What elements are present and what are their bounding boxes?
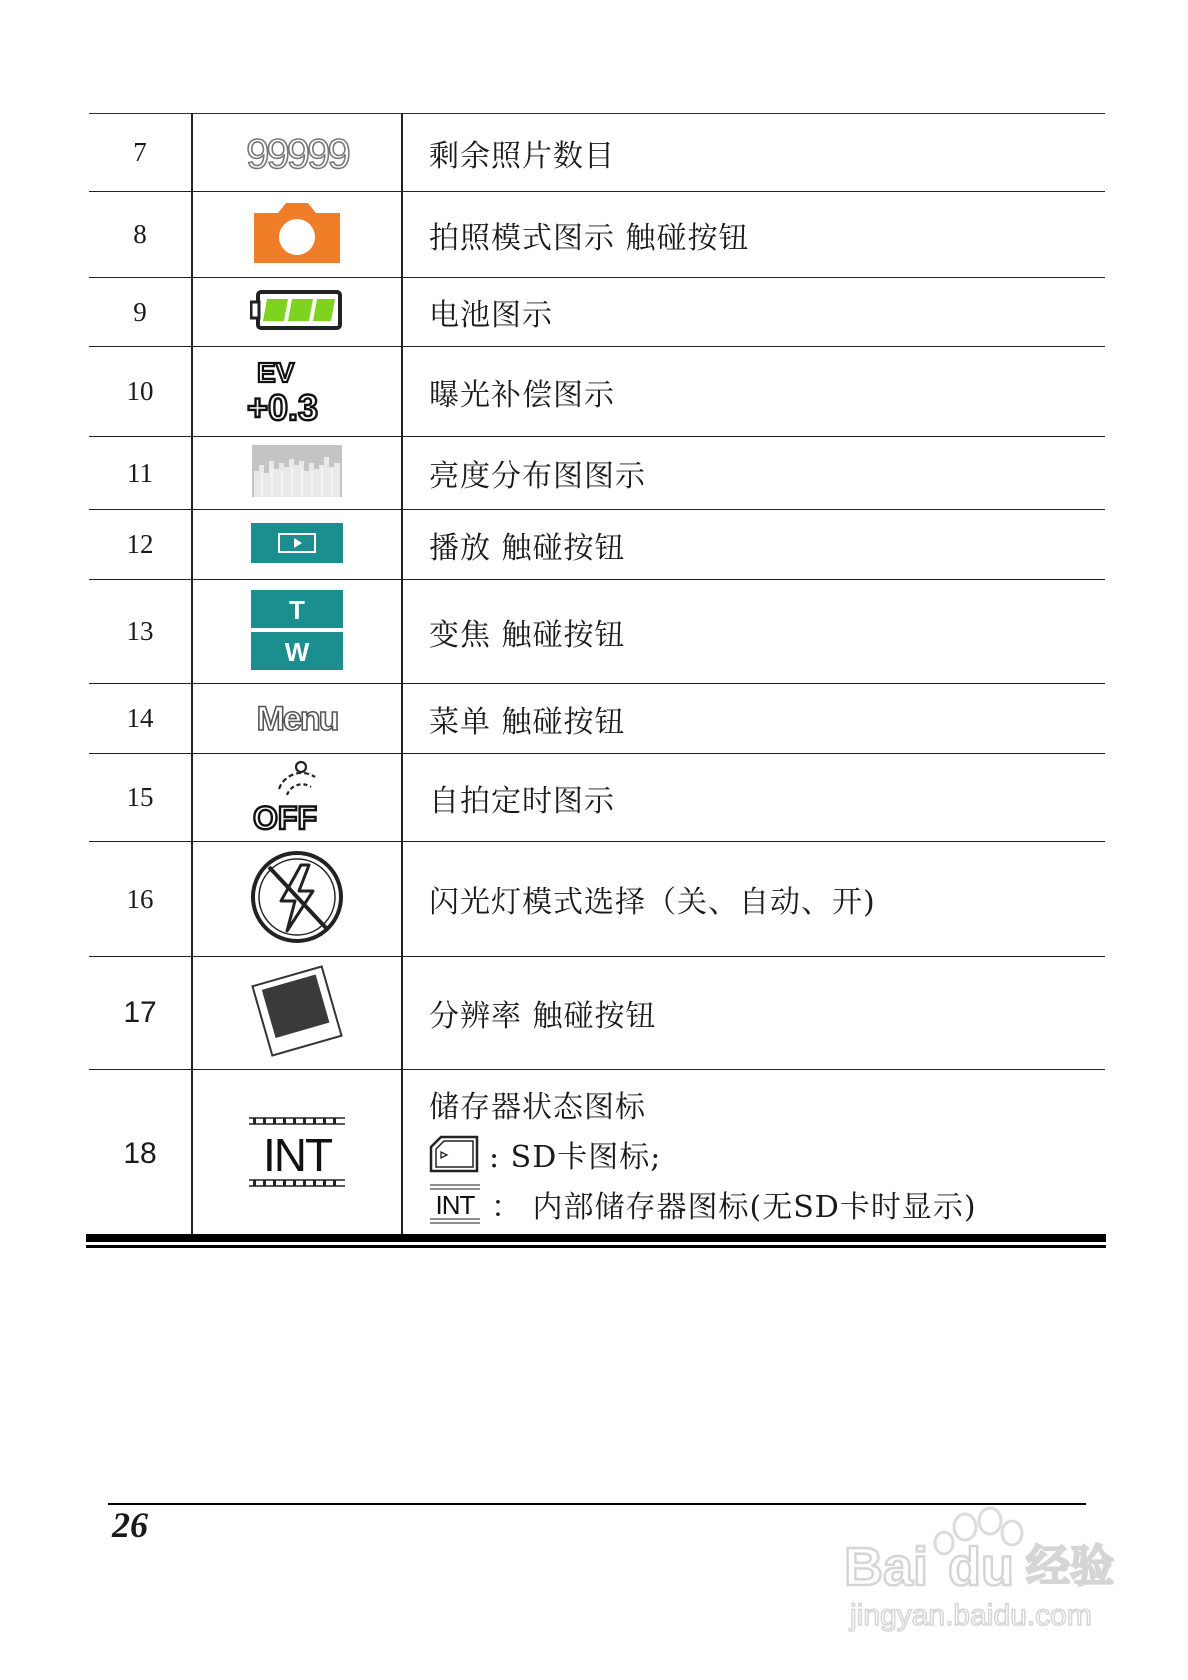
row-number: 12 <box>89 510 192 580</box>
battery-icon <box>250 289 344 331</box>
sd-card-icon <box>429 1135 479 1173</box>
playback-icon[interactable] <box>249 521 345 565</box>
row-description: 电池图示 <box>402 278 1105 347</box>
row-description: 储存器状态图标 <box>429 1089 646 1125</box>
table-row <box>89 510 1105 580</box>
camera-icon[interactable] <box>250 201 344 265</box>
ev-value: +0.3 <box>247 386 319 426</box>
row-description: 变焦 触碰按钮 <box>402 580 1105 684</box>
row-number: 9 <box>89 278 192 347</box>
ev-label: EV <box>257 356 295 388</box>
row-description: 播放 触碰按钮 <box>402 510 1105 580</box>
watermark-brand2: du <box>948 1537 1014 1597</box>
remaining-count-icon <box>243 128 351 174</box>
baidu-jingyan-watermark <box>840 1505 1140 1635</box>
row-number: 10 <box>89 347 192 437</box>
table-row <box>89 957 1105 1070</box>
zoom-icon[interactable] <box>249 588 345 672</box>
table-row <box>89 684 1105 754</box>
internal-memory-icon <box>247 1114 347 1190</box>
watermark-brand: Bai <box>844 1537 929 1597</box>
watermark-url: jingyan.baidu.com <box>850 1599 1092 1632</box>
self-timer-icon <box>249 759 345 833</box>
zoom-tele-label: T <box>289 594 305 625</box>
menu-icon[interactable] <box>249 697 345 737</box>
row-number: 8 <box>89 192 192 278</box>
row-description: 分辨率 触碰按钮 <box>402 957 1105 1070</box>
icon-table <box>89 113 1105 1238</box>
histogram-icon <box>250 443 344 499</box>
menu-icon-text: Menu <box>256 699 338 737</box>
row-description: 剩余照片数目 <box>402 114 1105 192</box>
row-number: 16 <box>89 842 192 957</box>
table-row <box>89 1070 1105 1238</box>
row-number: 18 <box>89 1070 192 1238</box>
page-number: 26 <box>112 1505 148 1545</box>
row-number: 14 <box>89 684 192 754</box>
row-description: 曝光补偿图示 <box>402 347 1105 437</box>
row-number: 11 <box>89 437 192 510</box>
row-number: 15 <box>89 754 192 842</box>
sd-card-legend <box>429 1132 1105 1176</box>
table-bottom-rule-thin <box>86 1245 1106 1248</box>
remaining-count-text: 99999 <box>246 129 348 174</box>
row-number: 7 <box>89 114 192 192</box>
sd-card-legend-text: : SD卡图标; <box>489 1139 662 1175</box>
table-row <box>89 192 1105 278</box>
internal-memory-small-icon <box>429 1182 481 1226</box>
flash-off-icon[interactable] <box>247 847 347 947</box>
internal-memory-legend <box>429 1182 1105 1226</box>
int-small-label: INT <box>435 1189 475 1220</box>
row-description: 自拍定时图示 <box>402 754 1105 842</box>
zoom-wide-label: W <box>284 636 310 667</box>
watermark-cn: 经验 <box>1026 1542 1114 1591</box>
table-row <box>89 347 1105 437</box>
resolution-icon[interactable] <box>247 963 347 1059</box>
row-number: 17 <box>89 957 192 1070</box>
row-description: 菜单 触碰按钮 <box>402 684 1105 754</box>
exposure-compensation-icon <box>245 354 349 426</box>
int-label: INT <box>262 1128 332 1181</box>
self-timer-off-label: OFF <box>253 799 317 833</box>
internal-memory-legend-text: ： 内部储存器图标(无SD卡时显示) <box>491 1189 977 1225</box>
table-row <box>89 754 1105 842</box>
row-description: 亮度分布图图示 <box>402 437 1105 510</box>
table-row <box>89 278 1105 347</box>
table-row <box>89 580 1105 684</box>
table-row <box>89 842 1105 957</box>
table-row <box>89 114 1105 192</box>
row-number: 13 <box>89 580 192 684</box>
table-bottom-rule-thick <box>86 1234 1106 1242</box>
row-description: 闪光灯模式选择（关、自动、开) <box>402 842 1105 957</box>
row-description: 拍照模式图示 触碰按钮 <box>402 192 1105 278</box>
table-row <box>89 437 1105 510</box>
